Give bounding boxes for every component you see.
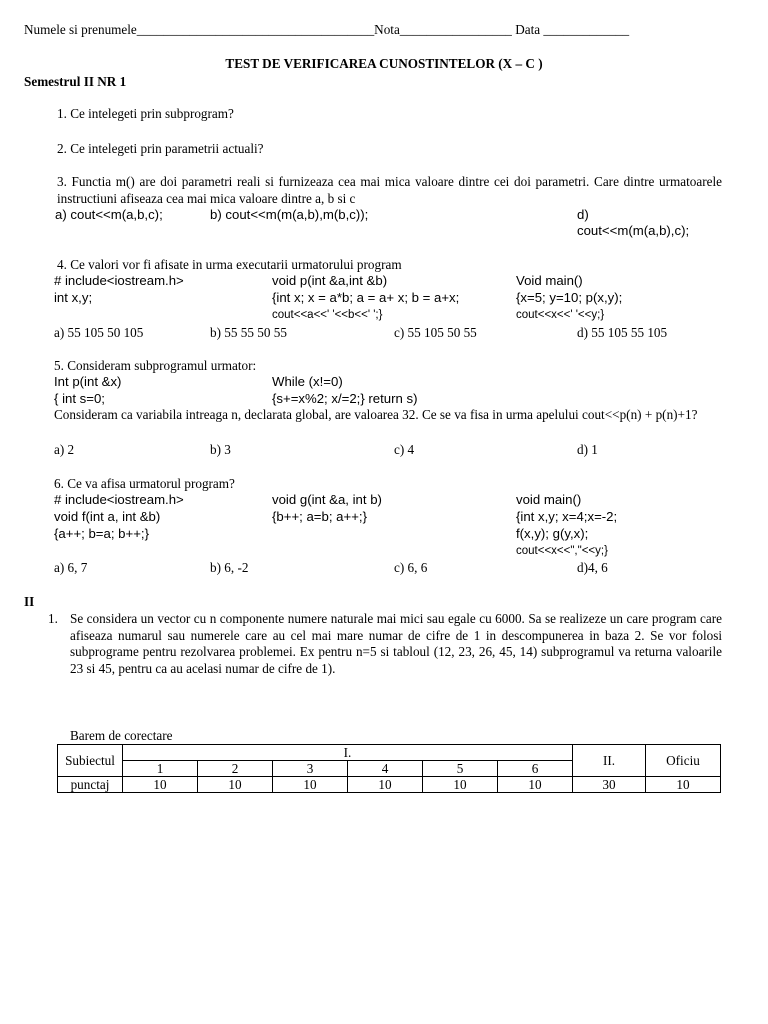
barem-sub-5: 5 bbox=[423, 761, 498, 777]
barem-sub-2: 2 bbox=[198, 761, 273, 777]
barem-points-5: 10 bbox=[423, 777, 498, 793]
q3-option-d-label: d) bbox=[577, 207, 589, 222]
q3-option-b: b) cout<<m(m(a,b),m(b,c)); bbox=[210, 207, 369, 222]
q6-code-main-header: void main() bbox=[516, 492, 582, 507]
q4-option-c: c) 55 105 50 55 bbox=[394, 325, 477, 340]
test-title: TEST DE VERIFICAREA CUNOSTINTELOR (X – C ) bbox=[225, 56, 543, 71]
barem-points-4: 10 bbox=[348, 777, 423, 793]
barem-points-ii: 30 bbox=[573, 777, 646, 793]
q3-option-d-code: cout<<m(m(a,b),c); bbox=[577, 223, 690, 238]
barem-sub-4: 4 bbox=[348, 761, 423, 777]
semester-label: Semestrul II NR 1 bbox=[24, 74, 127, 89]
q6-option-a: a) 6, 7 bbox=[54, 560, 88, 575]
q5-option-d: d) 1 bbox=[577, 442, 598, 457]
q5-code-header: Int p(int &x) bbox=[54, 374, 122, 389]
q6-code-main-cout: cout<<x<<","<<y;} bbox=[516, 545, 608, 557]
barem-sub-3: 3 bbox=[273, 761, 348, 777]
question-4: 4. Ce valori vor fi afisate in urma executarii urmatorului program bbox=[57, 257, 402, 272]
barem-sub-1: 1 bbox=[123, 761, 198, 777]
question-1: 1. Ce intelegeti prin subprogram? bbox=[57, 106, 234, 121]
q3-option-a: a) cout<<m(a,b,c); bbox=[55, 207, 163, 222]
q5-code-while: While (x!=0) bbox=[272, 374, 343, 389]
q4-code-func-cout: cout<<a<<' '<<b<<' ';} bbox=[272, 309, 383, 321]
question-3: 3. Functia m() are doi parametri reali si furnizeaza cea mai mica valoare dintre cei doi parametri. Care dintre urmatoarele instructiuni afiseaza cea mai mica valoare dintre a, b si c bbox=[57, 174, 722, 206]
q4-code-main-header: Void main() bbox=[516, 273, 583, 288]
q5-code-loop-body: {s+=x%2; x/=2;} return s) bbox=[272, 391, 418, 406]
barem-points-3: 10 bbox=[273, 777, 348, 793]
q5-code-init: { int s=0; bbox=[54, 391, 105, 406]
q4-option-a: a) 55 105 50 105 bbox=[54, 325, 144, 340]
barem-header-subiectul: Subiectul bbox=[58, 745, 123, 777]
q5-option-a: a) 2 bbox=[54, 442, 75, 457]
q6-code-g-header: void g(int &a, int b) bbox=[272, 492, 382, 507]
q4-code-func-header: void p(int &a,int &b) bbox=[272, 273, 388, 288]
barem-sub-6: 6 bbox=[498, 761, 573, 777]
barem-header-oficiu: Oficiu bbox=[646, 745, 721, 777]
barem-points-oficiu: 10 bbox=[646, 777, 721, 793]
q4-option-d: d) 55 105 55 105 bbox=[577, 325, 668, 340]
question-5: 5. Consideram subprogramul urmator: bbox=[54, 358, 257, 373]
q6-option-b: b) 6, -2 bbox=[210, 560, 249, 575]
barem-points-6: 10 bbox=[498, 777, 573, 793]
q6-code-f-body: {a++; b=a; b++;} bbox=[54, 526, 149, 541]
q6-option-d: d)4, 6 bbox=[577, 560, 608, 575]
barem-caption: Barem de corectare bbox=[70, 728, 173, 743]
part-2-problem: Se considera un vector cu n componente numere naturale mai mici sau egale cu 6000. Sa se realizeze un care program care afiseaza numarul sau numerele care au cel mai mare numar de cifre de 1 in descompunerea in baza 2. Se vor folosi subprograme pentru rezolvarea problemei. Ex pentru n=5 si tabloul (12, 23, 26, 45, 14) subprogramul va returna valoarile 23 si 45, pentru ca au acelasi numar de cifre de 1). bbox=[70, 611, 722, 676]
q4-code-include: # include<iostream.h> bbox=[54, 273, 184, 288]
q4-code-main-body: {x=5; y=10; p(x,y); bbox=[516, 290, 623, 305]
part-2-item-number: 1. bbox=[48, 611, 58, 626]
q4-option-b: b) 55 55 50 55 bbox=[210, 325, 287, 340]
question-6: 6. Ce va afisa urmatorul program? bbox=[54, 476, 235, 491]
q6-code-main-calls: f(x,y); g(y,x); bbox=[516, 526, 589, 541]
q5-option-b: b) 3 bbox=[210, 442, 231, 457]
q4-code-globals: int x,y; bbox=[54, 290, 93, 305]
barem-points-1: 10 bbox=[123, 777, 198, 793]
question-5-statement: Consideram ca variabila intreaga n, declarata global, are valoarea 32. Ce se va fisa in urma apelului cout<<p(n) + p(n)+1? bbox=[54, 407, 698, 422]
question-2: 2. Ce intelegeti prin parametrii actuali? bbox=[57, 141, 264, 156]
q5-option-c: c) 4 bbox=[394, 442, 415, 457]
q6-code-f-header: void f(int a, int &b) bbox=[54, 509, 161, 524]
barem-row-label: punctaj bbox=[58, 777, 123, 793]
barem-header-ii: II. bbox=[573, 745, 646, 777]
barem-points-2: 10 bbox=[198, 777, 273, 793]
q4-code-func-body: {int x; x = a*b; a = a+ x; b = a+x; bbox=[272, 290, 460, 305]
q4-code-main-cout: cout<<x<<' '<<y;} bbox=[516, 309, 605, 321]
name-grade-date-line: Numele si prenumele____________________________________Nota_________________ Data _____________ bbox=[24, 22, 630, 37]
barem-header-group-i: I. bbox=[123, 745, 573, 761]
q6-code-g-body: {b++; a=b; a++;} bbox=[272, 509, 367, 524]
q6-code-include: # include<iostream.h> bbox=[54, 492, 184, 507]
q6-option-c: c) 6, 6 bbox=[394, 560, 428, 575]
part-2-label: II bbox=[24, 594, 35, 609]
q6-code-main-decl: {int x,y; x=4;x=-2; bbox=[516, 509, 618, 524]
barem-table bbox=[57, 744, 721, 793]
